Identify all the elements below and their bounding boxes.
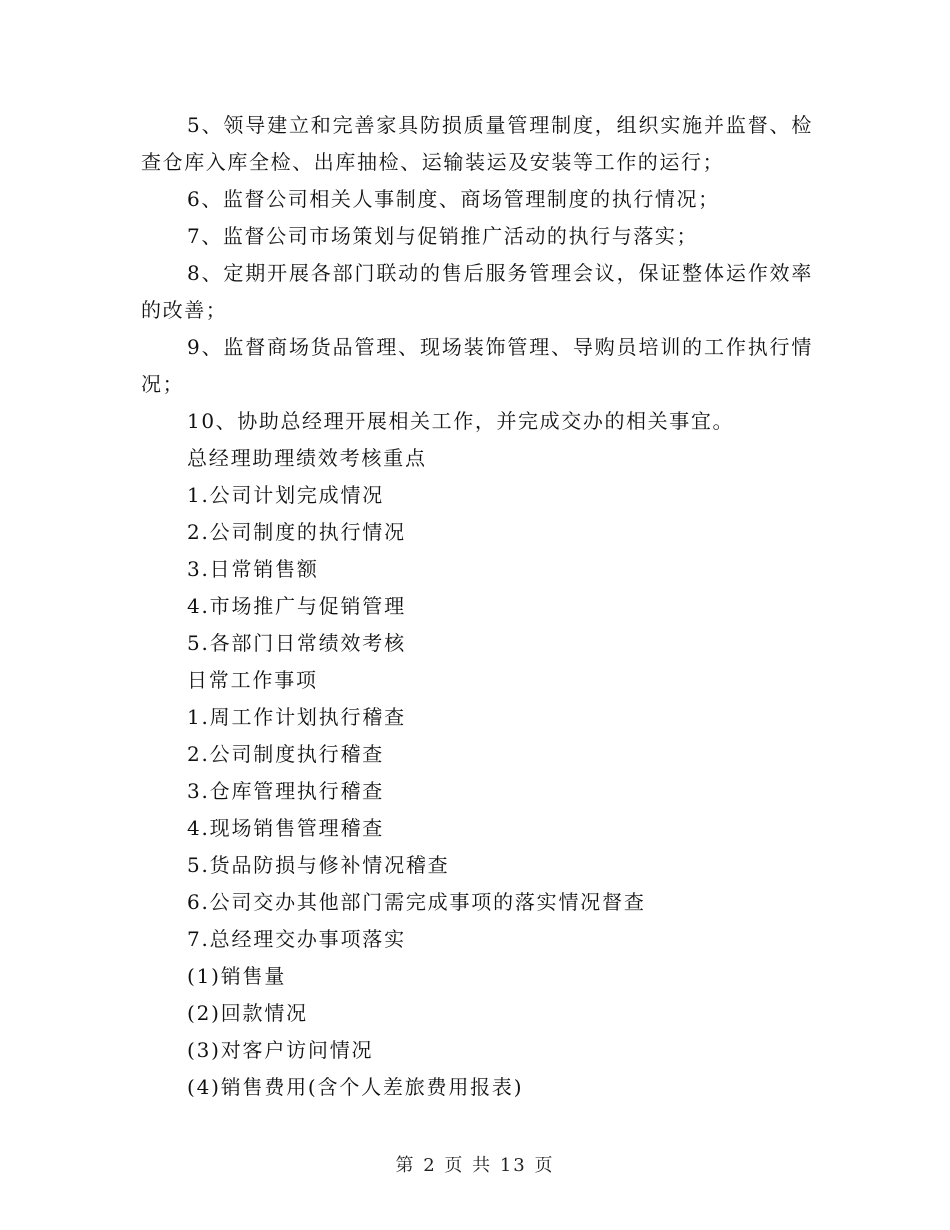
paragraph-item-5: 5、领导建立和完善家具防损质量管理制度，组织实施并监督、检查仓库入库全检、出库抽检、运输装运及安装等工作的运行； xyxy=(141,113,813,174)
daily-item: 3.仓库管理执行稽查 xyxy=(187,779,385,803)
daily-item: 1.周工作计划执行稽查 xyxy=(187,705,406,729)
paragraph-item-10: 10、协助总经理开展相关工作，并完成交办的相关事宜。 xyxy=(187,409,735,433)
daily-heading: 日常工作事项 xyxy=(187,668,318,692)
daily-subitem: (3)对客户访问情况 xyxy=(187,1038,374,1062)
assessment-item: 2.公司制度的执行情况 xyxy=(187,520,406,544)
document-body xyxy=(141,107,813,1106)
daily-item: 7.总经理交办事项落实 xyxy=(187,927,406,951)
assessment-heading: 总经理助理绩效考核重点 xyxy=(187,446,427,470)
assessment-item: 5.各部门日常绩效考核 xyxy=(187,631,406,655)
daily-subitem: (2)回款情况 xyxy=(187,1001,308,1025)
daily-item: 2.公司制度执行稽查 xyxy=(187,742,385,766)
daily-item: 5.货品防损与修补情况稽查 xyxy=(187,853,450,877)
paragraph-item-6: 6、监督公司相关人事制度、商场管理制度的执行情况； xyxy=(187,187,720,211)
paragraph-item-8: 8、定期开展各部门联动的售后服务管理会议，保证整体运作效率的改善； xyxy=(141,261,813,322)
paragraph-item-7: 7、监督公司市场策划与促销推广活动的执行与落实； xyxy=(187,224,699,248)
daily-subitem: (1)销售量 xyxy=(187,964,287,988)
paragraph-item-9: 9、监督商场货品管理、现场装饰管理、导购员培训的工作执行情况； xyxy=(141,335,813,396)
assessment-item: 3.日常销售额 xyxy=(187,557,319,581)
daily-subitem: (4)销售费用(含个人差旅费用报表) xyxy=(187,1075,524,1099)
daily-item: 6.公司交办其他部门需完成事项的落实情况督查 xyxy=(187,890,646,914)
assessment-item: 1.公司计划完成情况 xyxy=(187,483,385,507)
daily-item: 4.现场销售管理稽查 xyxy=(187,816,385,840)
page-number-footer: 第 2 页 共 13 页 xyxy=(395,1155,555,1176)
assessment-item: 4.市场推广与促销管理 xyxy=(187,594,406,618)
